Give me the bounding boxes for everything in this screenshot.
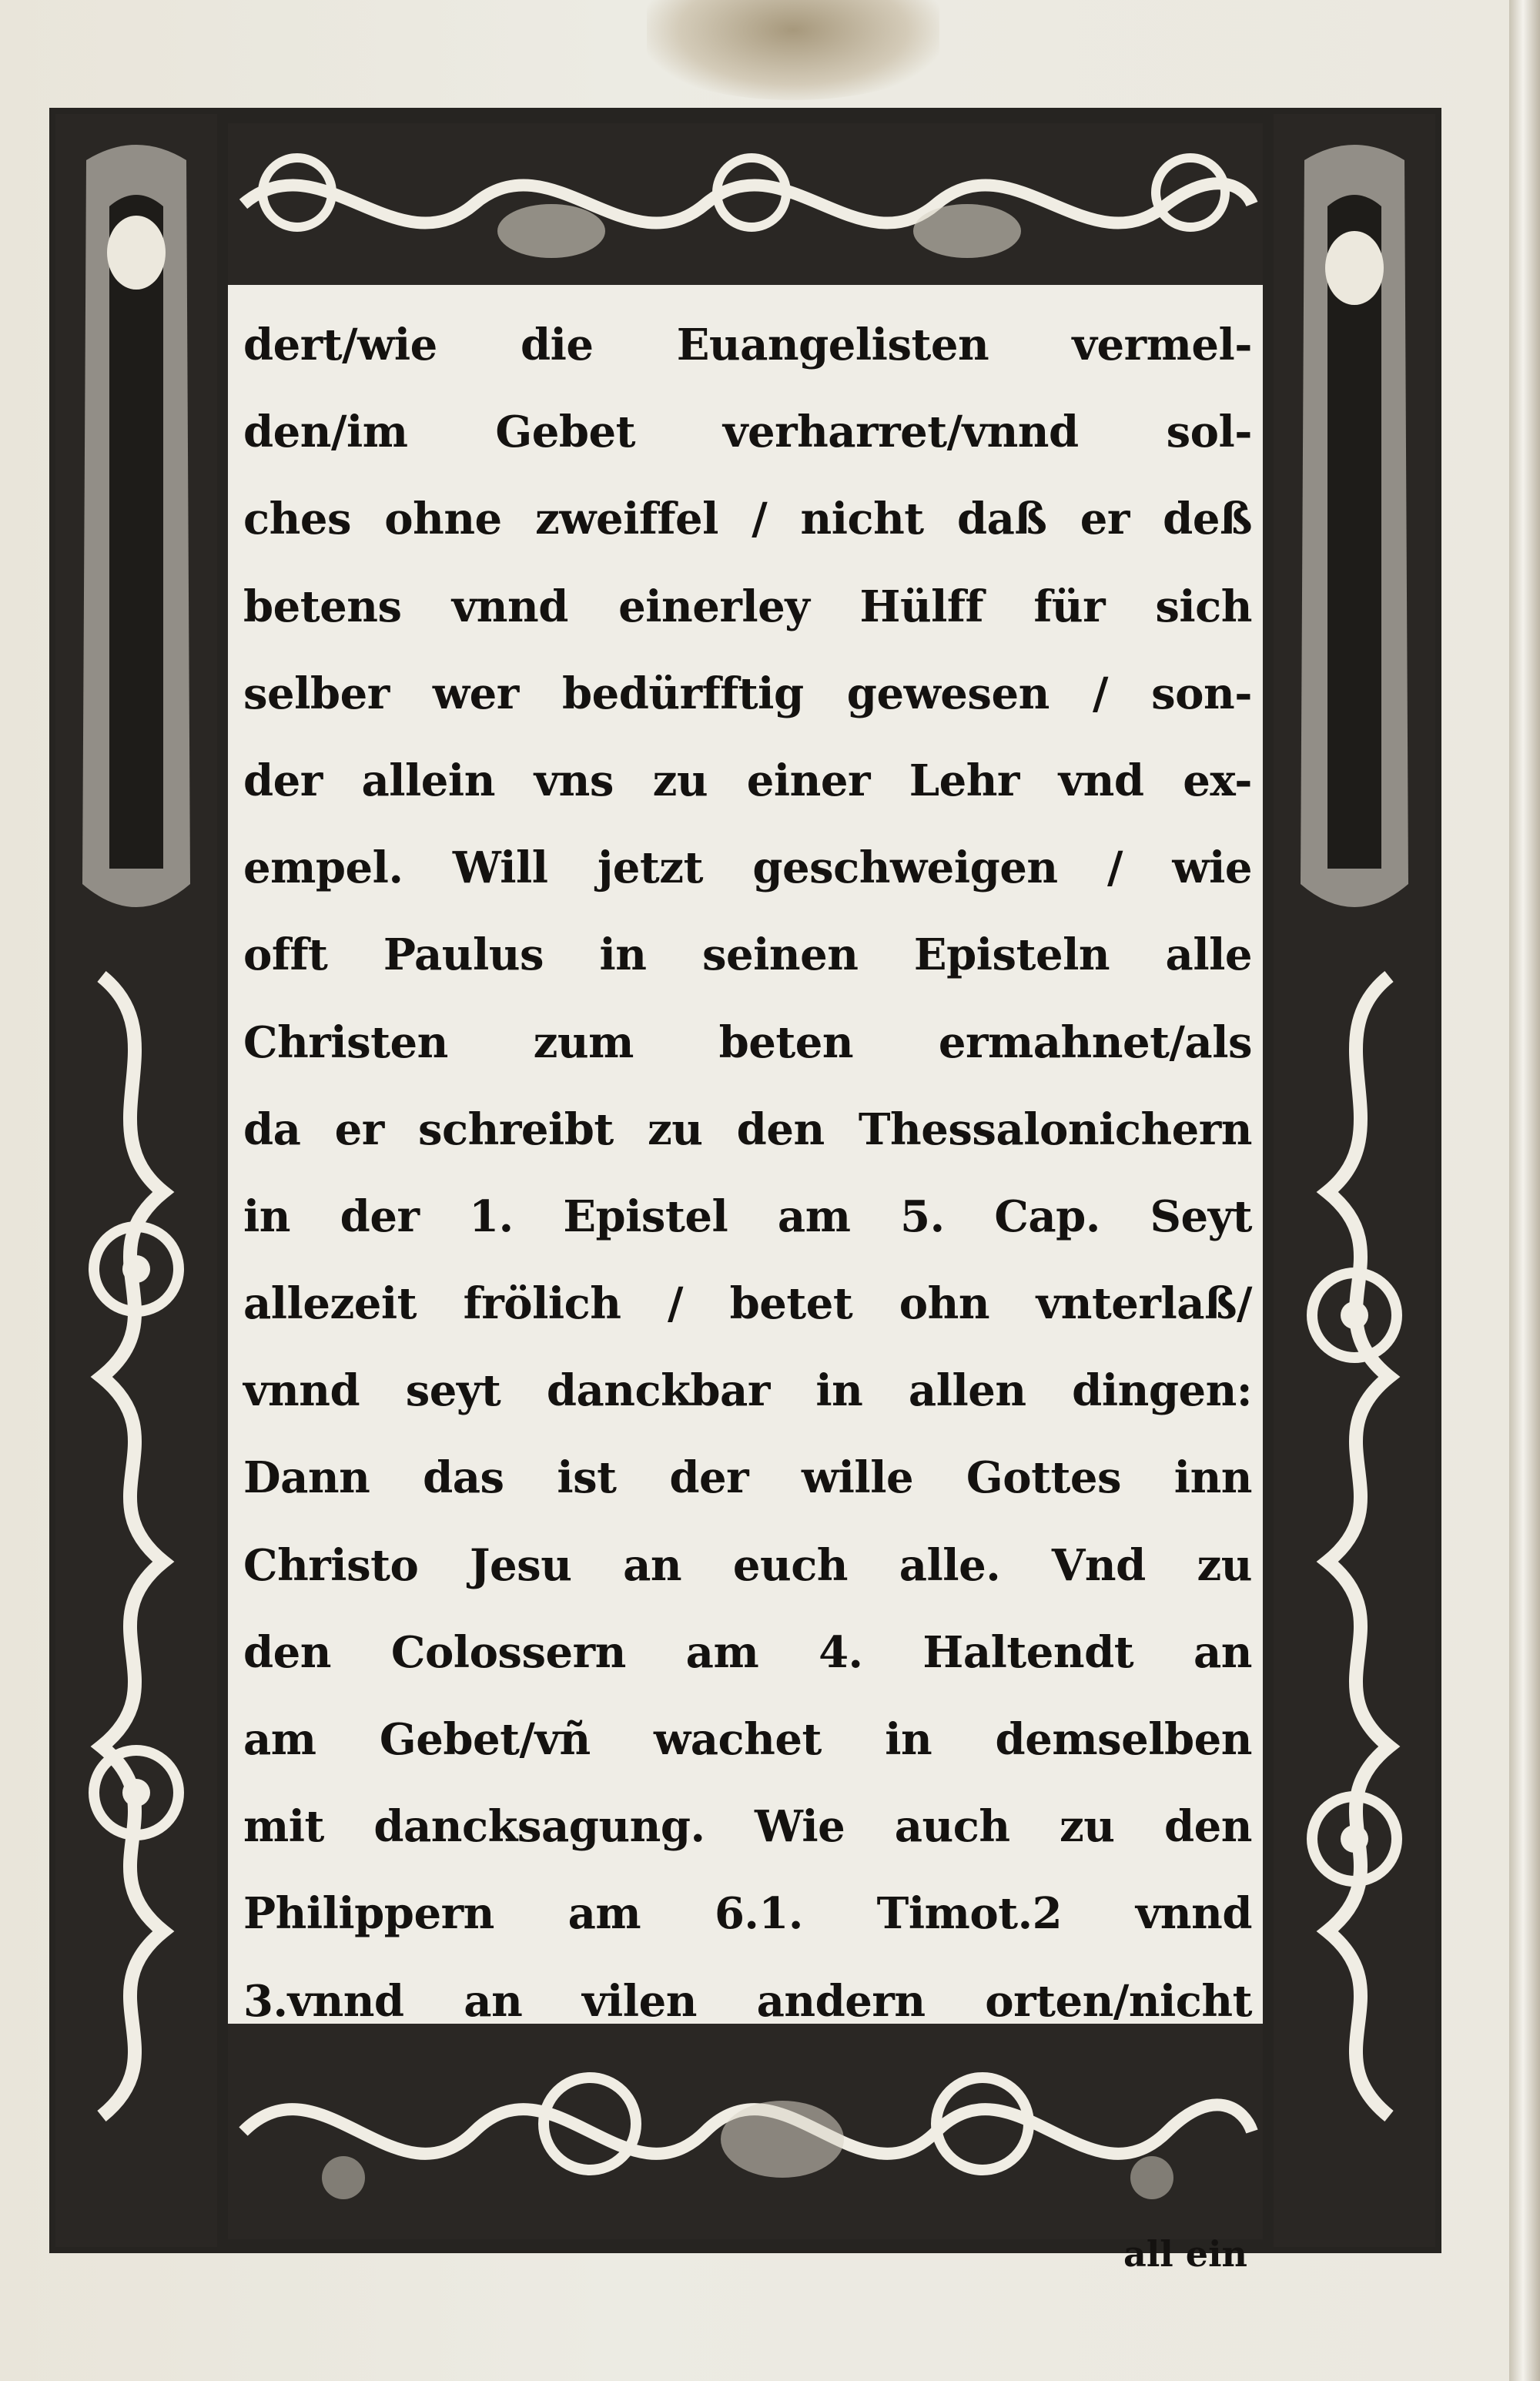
text-line: in der 1. Epistel am 5. Cap. Seyt — [243, 1190, 1252, 1242]
catchword: all ein — [1123, 2233, 1247, 2275]
top-border-woodcut — [228, 123, 1263, 285]
text-line: Philippern am 6.1. Timot.2 vnnd — [243, 1888, 1252, 1940]
left-border-woodcut — [55, 114, 217, 2247]
text-block — [228, 285, 1263, 2275]
text-line: Christen zum beten ermahnet/als — [243, 1016, 1252, 1068]
text-lines — [243, 302, 1252, 2045]
text-line: den Colossern am 4. Haltendt an — [243, 1626, 1252, 1678]
text-line: 3.vnnd an vilen andern orten/nicht — [243, 1975, 1252, 2027]
bottom-border-woodcut — [228, 2024, 1263, 2239]
text-line: vnnd seyt danckbar in allen dingen: — [243, 1365, 1252, 1417]
text-line: allezeit frölich / betet ohn vnterlaß/ — [243, 1278, 1252, 1330]
text-line: selber wer bedürfftig gewesen / son- — [243, 668, 1252, 719]
text-line: ches ohne zweiffel / nicht daß er deß — [243, 494, 1252, 545]
text-line: empel. Will jetzt geschweigen / wie — [243, 842, 1252, 894]
text-line: den/im Gebet verharret/vnnd sol- — [243, 407, 1252, 458]
text-line: offt Paulus in seinen Episteln alle — [243, 929, 1252, 981]
text-line: da er schreibt zu den Thessalonichern — [243, 1103, 1252, 1155]
text-line: am Gebet/vñ wachet in demselben — [243, 1714, 1252, 1765]
text-line: der allein vns zu einer Lehr vnd ex- — [243, 755, 1252, 806]
text-line: Christo Jesu an euch alle. Vnd zu — [243, 1539, 1252, 1591]
text-line: mit dancksagung. Wie auch zu den — [243, 1801, 1252, 1853]
text-line: Dann das ist der wille Gottes inn — [243, 1452, 1252, 1504]
text-line: dert/wie die Euangelisten vermel- — [243, 320, 1252, 370]
page-gutter — [1509, 0, 1540, 2381]
ink-stain — [647, 0, 939, 100]
text-line: betens vnnd einerley Hülff für sich — [243, 581, 1252, 632]
right-border-woodcut — [1274, 114, 1435, 2247]
